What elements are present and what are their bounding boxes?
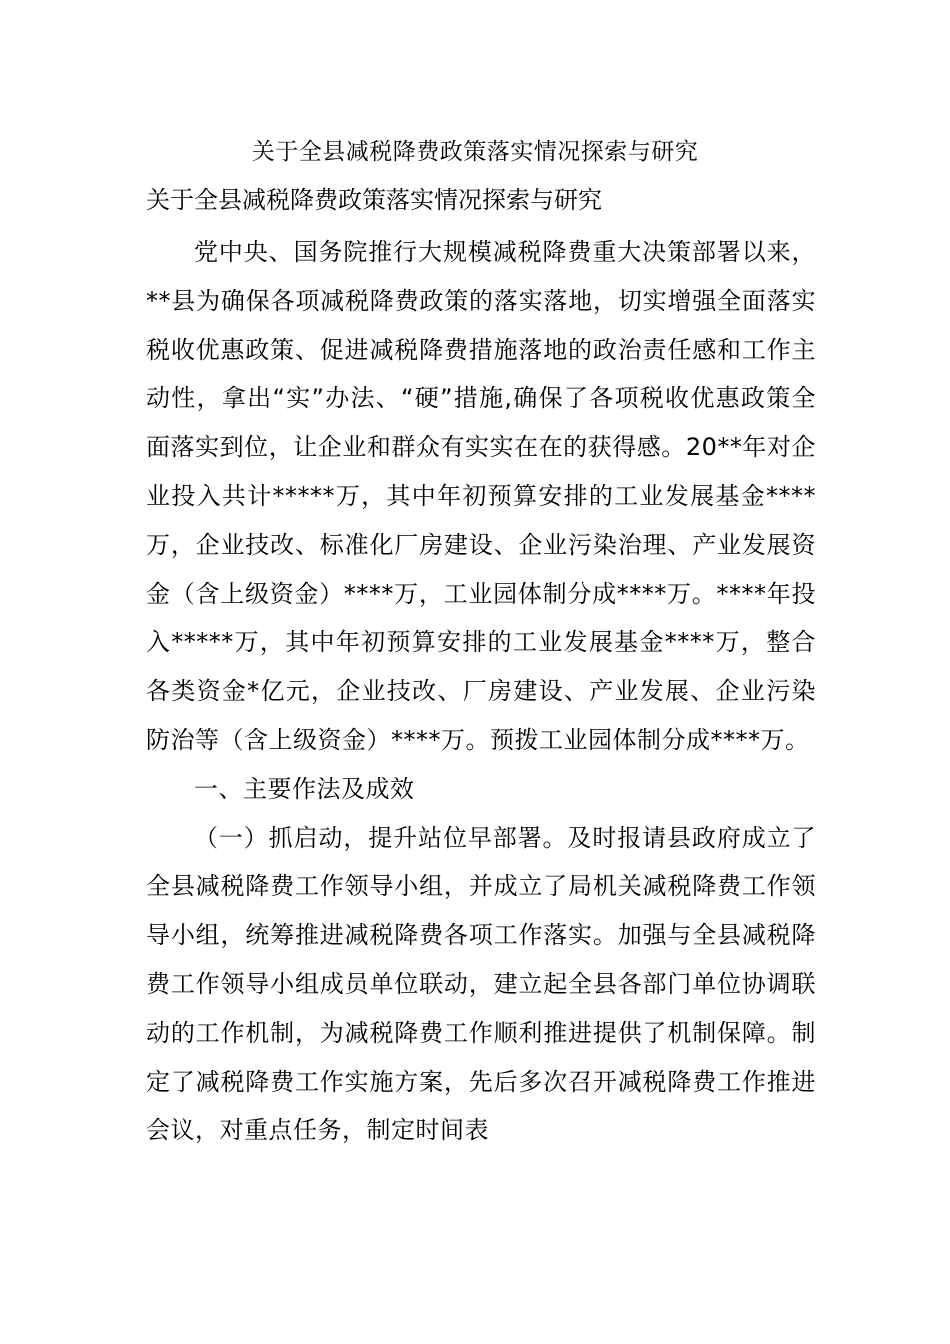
document-subtitle: 关于全县减税降费政策落实情况探索与研究: [146, 186, 602, 214]
paragraph-section-1: （一）抓启动，提升站位早部署。及时报请县政府成立了全县减税降费工作领导小组，并成立了局机关减税降费工作领导小组，统筹推进减税降费各项工作落实。加强与全县减税降费工作领导小组成员单位联动，建立起全县各部门单位协调联动的工作机制，为减税降费工作顺利推进提供了机制保障。制定了减税降费工作实施方案，先后多次召开减税降费工作推进会议，对重点任务，制定时间表: [146, 823, 816, 1145]
document-body: [146, 228, 816, 1155]
document-title: 关于全县减税降费政策落实情况探索与研究: [251, 139, 699, 165]
paragraph-intro: 党中央、国务院推行大规模减税降费重大决策部署以来，**县为确保各项减税降费政策的落实落地，切实增强全面落实税收优惠政策、促进减税降费措施落地的政治责任感和工作主动性，拿出“实”办法、“硬”措施,确保了各项税收优惠政策全面落实到位，让企业和群众有实实在在的获得感。20**年对企业投入共计*****万，其中年初预算安排的工业发展基金****万，企业技改、标准化厂房建设、企业污染治理、产业发展资金（含上级资金）****万，工业园体制分成****万。****年投入*****万，其中年初预算安排的工业发展基金****万，整合各类资金*亿元，企业技改、厂房建设、产业发展、企业污染防治等（含上级资金）****万。预拨工业园体制分成****万。: [146, 238, 816, 754]
section-heading: 一、主要作法及成效: [194, 774, 415, 803]
